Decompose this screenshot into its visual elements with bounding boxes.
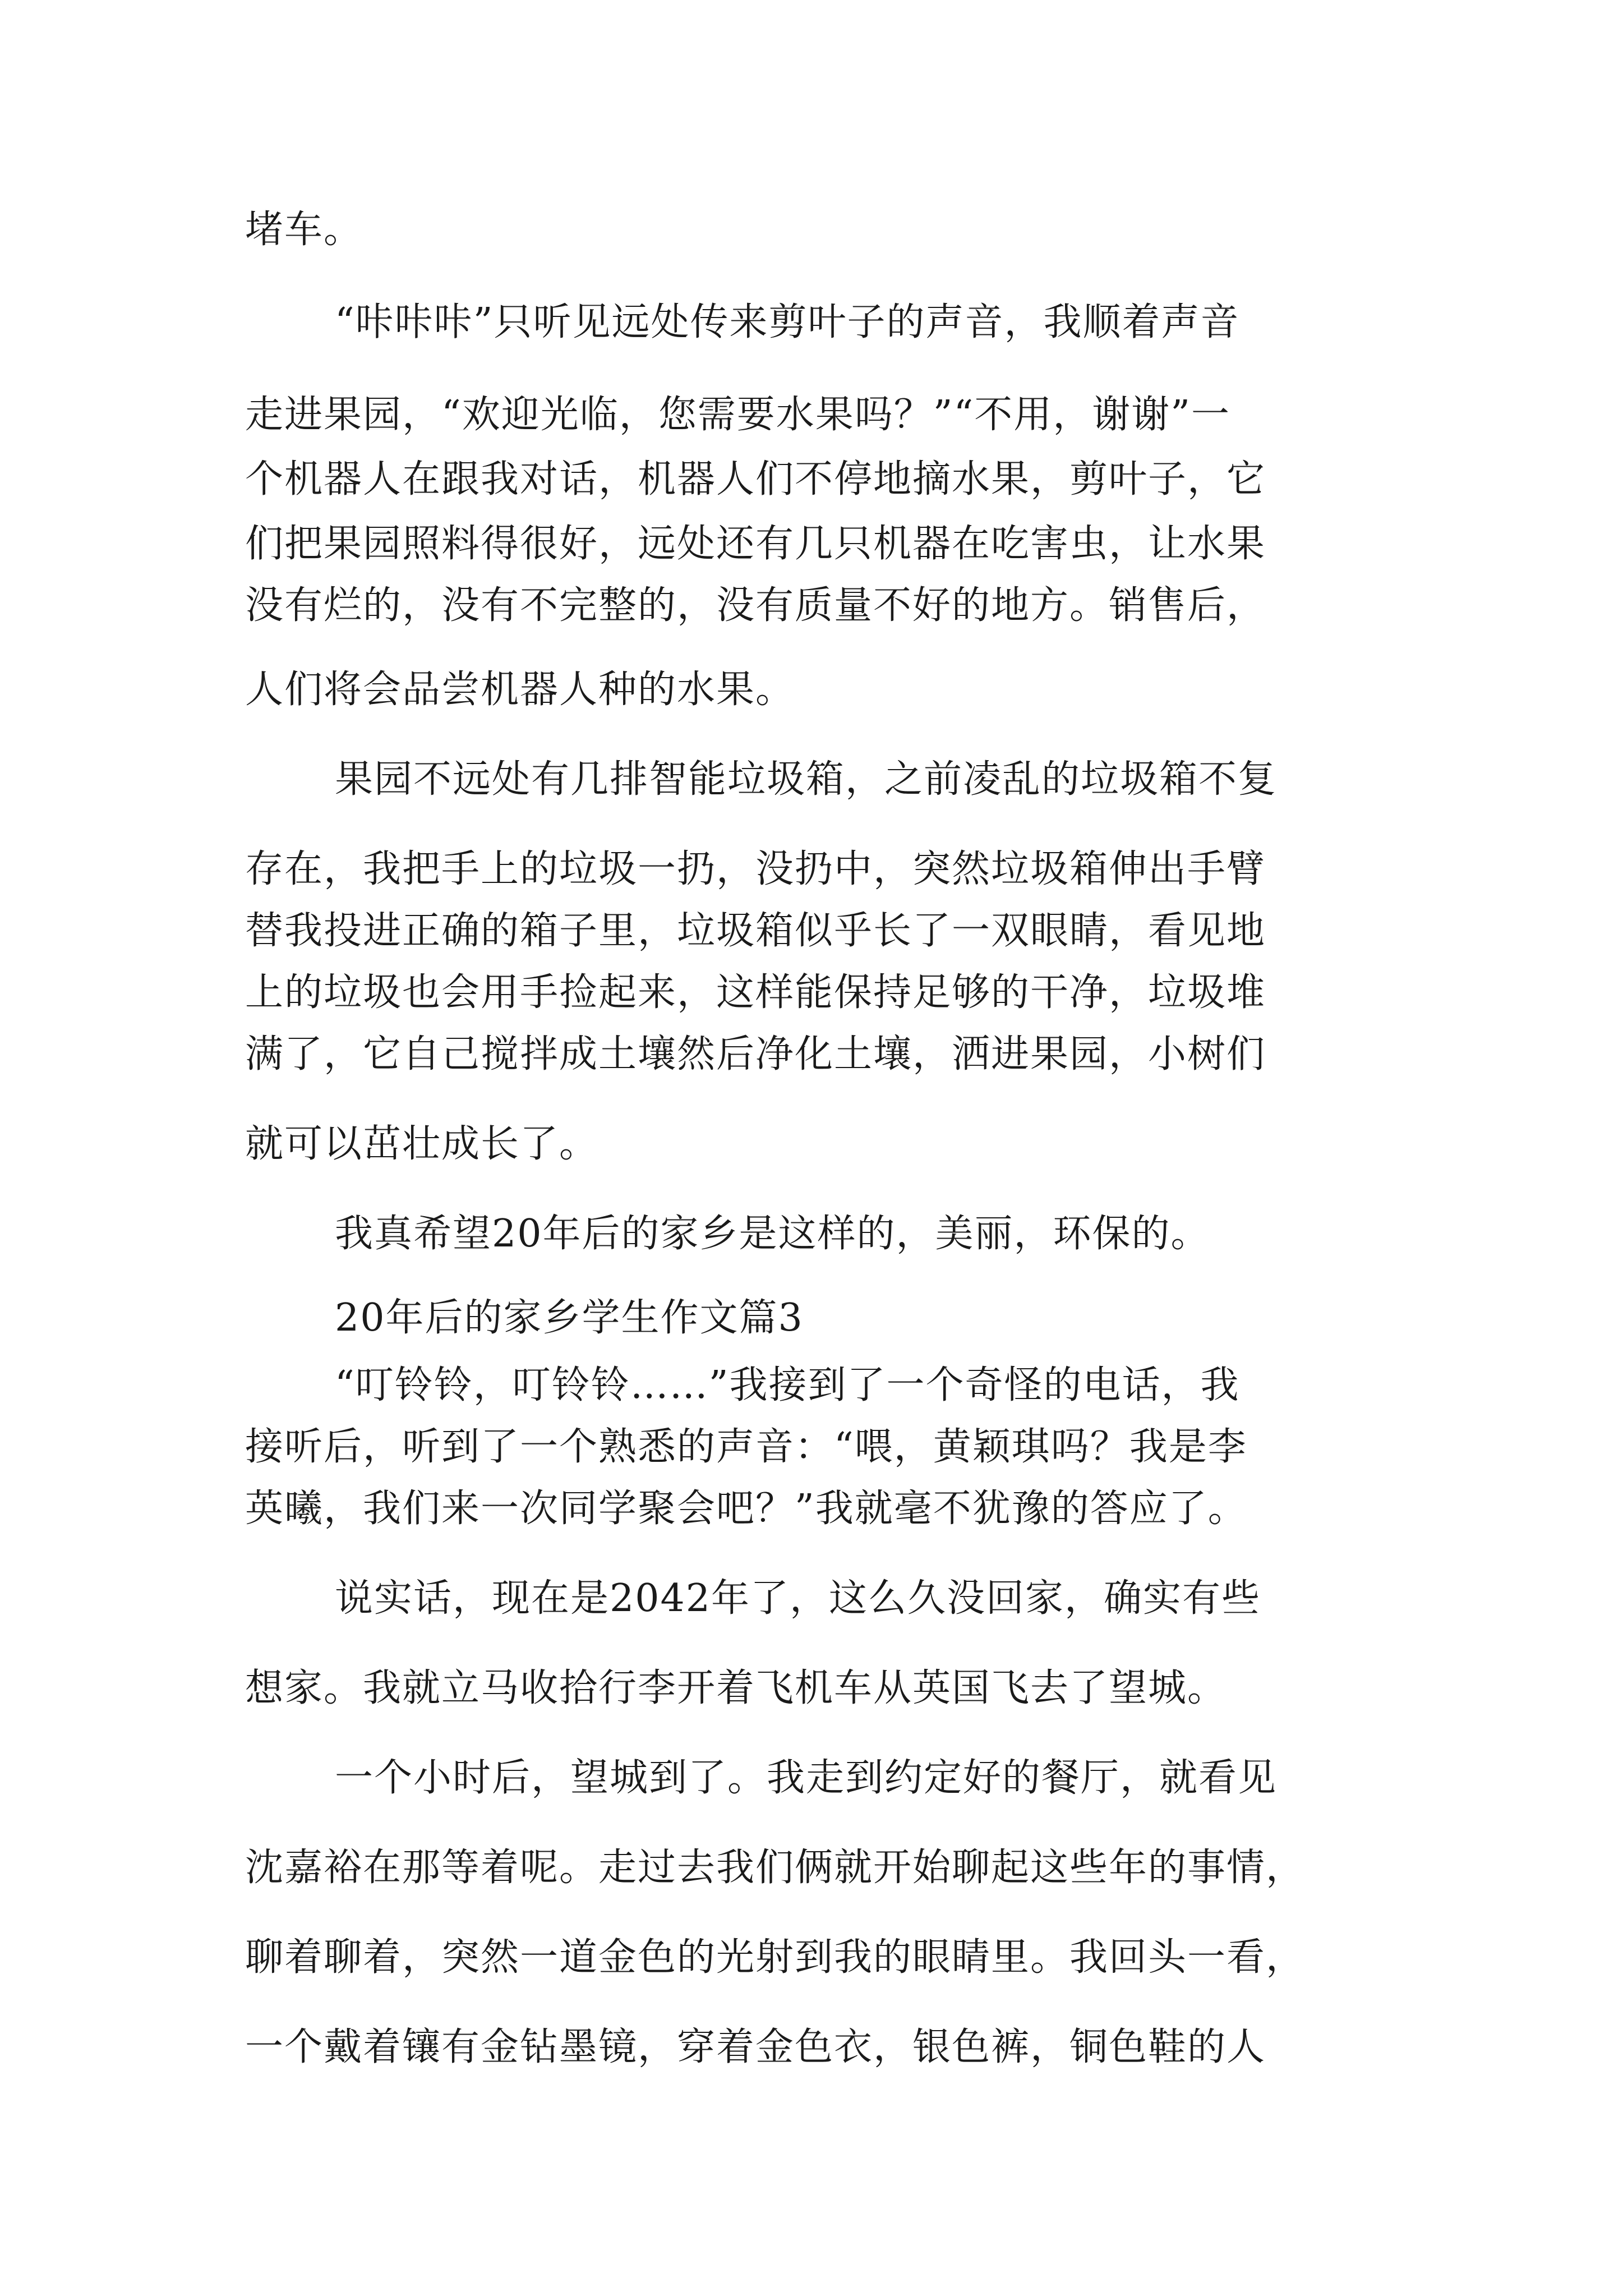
text-line: 堵车。 (245, 208, 363, 252)
text-line: 英曦，我们来一次同学聚会吧？”我就毫不犹豫的答应了。 (245, 1487, 1247, 1531)
text-line: “咔咔咔”只听见远处传来剪叶子的声音，我顺着声音 (335, 300, 1240, 344)
text-line: 替我投进正确的箱子里，垃圾箱似乎长了一双眼睛，看见地 (245, 909, 1266, 953)
text-line: 说实话，现在是2042年了，这么久没回家，确实有些 (335, 1576, 1261, 1621)
text-line: 沈嘉裕在那等着呢。走过去我们俩就开始聊起这些年的事情， (245, 1846, 1306, 1890)
text-line: 果园不远处有几排智能垃圾箱，之前凌乱的垃圾箱不复 (335, 757, 1278, 802)
text-line: 走进果园，“欢迎光临，您需要水果吗？”“不用，谢谢”一 (245, 393, 1231, 437)
section-heading: 20年后的家乡学生作文篇3 (335, 1296, 804, 1340)
text-line: 我真希望20年后的家乡是这样的，美丽，环保的。 (335, 1212, 1210, 1256)
text-line: 们把果园照料得很好，远处还有几只机器在吃害虫，让水果 (245, 522, 1266, 566)
text-line: 人们将会品尝机器人种的水果。 (245, 668, 795, 712)
text-line: 想家。我就立马收拾行李开着飞机车从英国飞去了望城。 (245, 1666, 1227, 1710)
text-line: 聊着聊着，突然一道金色的光射到我的眼睛里。我回头一看， (245, 1935, 1306, 1980)
text-line: 存在，我把手上的垃圾一扔，没扔中，突然垃圾箱伸出手臂 (245, 847, 1266, 891)
text-line: 就可以茁壮成长了。 (245, 1122, 599, 1166)
text-line: 没有烂的，没有不完整的，没有质量不好的地方。销售后， (245, 583, 1266, 628)
text-line: “叮铃铃，叮铃铃……”我接到了一个奇怪的电话，我 (335, 1363, 1240, 1407)
text-line: 一个小时后，望城到了。我走到约定好的餐厅，就看见 (335, 1756, 1278, 1800)
text-line: 满了，它自己搅拌成土壤然后净化土壤，洒进果园，小树们 (245, 1032, 1266, 1076)
text-line: 个机器人在跟我对话，机器人们不停地摘水果，剪叶子，它 (245, 457, 1266, 501)
text-line: 上的垃圾也会用手捡起来，这样能保持足够的干净，垃圾堆 (245, 970, 1266, 1015)
text-line: 一个戴着镶有金钻墨镜，穿着金色衣，银色裤，铜色鞋的人 (245, 2025, 1266, 2069)
text-line: 接听后，听到了一个熟悉的声音：“喂，黄颖琪吗？我是李 (245, 1425, 1247, 1469)
